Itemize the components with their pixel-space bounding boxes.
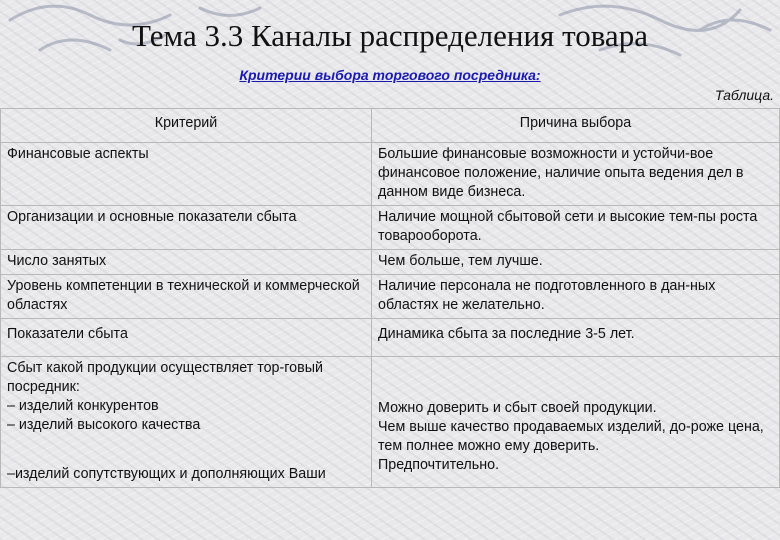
criterion-cell: Показатели сбыта: [1, 319, 372, 357]
table-header-row: [1, 109, 780, 143]
header-reason: Причина выбора: [372, 109, 780, 143]
reason-cell: Большие финансовые возможности и устойчи-вое финансовое положение, наличие опыта ведения дел в данном виде бизнеса.: [372, 143, 780, 206]
spacer: [7, 435, 365, 465]
header-criterion: Критерий: [1, 109, 372, 143]
table-row: [1, 357, 780, 488]
reason-cell: Наличие мощной сбытовой сети и высокие тем-пы роста товарооборота.: [372, 206, 780, 250]
reason-line: Чем выше качество продаваемых изделий, до-роже цена, тем полнее можно ему доверить.: [378, 419, 764, 454]
spacer: [378, 359, 773, 379]
criterion-line: – изделий конкурентов: [7, 398, 159, 414]
table-row: [1, 275, 780, 319]
table-caption: Таблица.: [714, 87, 774, 103]
reason-line: Предпочтительно.: [378, 457, 500, 473]
criterion-line: –изделий сопутствующих и дополняющих Ваши: [7, 466, 326, 482]
spacer: [378, 379, 773, 399]
reason-line: Можно доверить и сбыт своей продукции.: [378, 400, 657, 416]
criterion-cell: Уровень компетенции в технической и коммерческой областях: [1, 275, 372, 319]
table-row: [1, 143, 780, 206]
criteria-table: [0, 108, 780, 488]
criterion-cell: [1, 357, 372, 488]
table-row: [1, 319, 780, 357]
criterion-line: Сбыт какой продукции осуществляет тор-говый посредник:: [7, 360, 323, 395]
reason-cell: Динамика сбыта за последние 3-5 лет.: [372, 319, 780, 357]
reason-cell: [372, 357, 780, 488]
reason-cell: Наличие персонала не подготовленного в дан-ных областях не желательно.: [372, 275, 780, 319]
criterion-line: – изделий высокого качества: [7, 417, 201, 433]
criterion-cell: Число занятых: [1, 250, 372, 275]
criterion-cell: Организации и основные показатели сбыта: [1, 206, 372, 250]
slide-subtitle: Критерии выбора торгового посредника:: [239, 67, 541, 83]
criterion-cell: Финансовые аспекты: [1, 143, 372, 206]
table-row: [1, 206, 780, 250]
slide-title: Тема 3.3 Каналы распределения товара: [132, 18, 648, 53]
reason-cell: Чем больше, тем лучше.: [372, 250, 780, 275]
table-row: [1, 250, 780, 275]
